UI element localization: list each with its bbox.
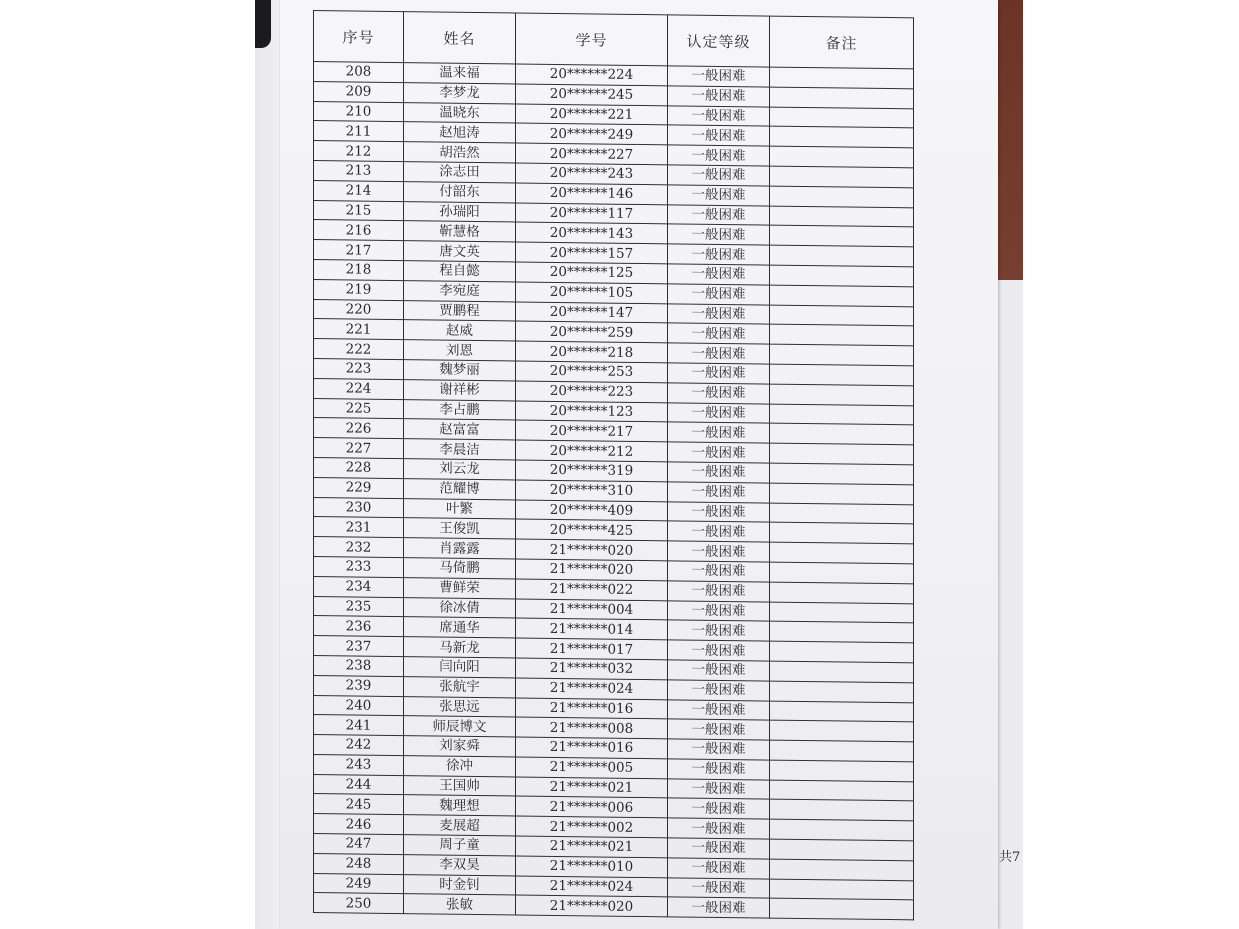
cell-student-id: 21******006 xyxy=(516,796,668,818)
cell-student-id: 20******212 xyxy=(516,440,668,462)
dark-object xyxy=(255,0,271,48)
cell-seq: 247 xyxy=(314,834,404,855)
cell-note xyxy=(770,701,914,723)
cell-level: 一般困难 xyxy=(668,165,770,186)
cell-student-id: 20******243 xyxy=(516,163,668,185)
cell-name: 贾鹏程 xyxy=(404,300,516,321)
cell-note xyxy=(770,582,914,604)
cell-student-id: 20******319 xyxy=(516,460,668,482)
cell-note xyxy=(770,839,914,861)
cell-name: 赵威 xyxy=(404,320,516,341)
cell-name: 温晓东 xyxy=(404,102,516,123)
cell-name: 李宛庭 xyxy=(404,280,516,301)
cell-level: 一般困难 xyxy=(668,323,770,344)
cell-level: 一般困难 xyxy=(668,185,770,206)
cell-level: 一般困难 xyxy=(668,422,770,443)
cell-level: 一般困难 xyxy=(668,204,770,225)
cell-name: 麦展超 xyxy=(404,815,516,836)
cell-student-id: 21******017 xyxy=(516,638,668,660)
cell-student-id: 21******016 xyxy=(516,697,668,719)
cell-seq: 220 xyxy=(314,299,404,320)
cell-level: 一般困难 xyxy=(668,363,770,384)
cell-name: 周子童 xyxy=(404,835,516,856)
cell-seq: 209 xyxy=(314,81,404,102)
cell-student-id: 20******125 xyxy=(516,262,668,284)
cell-level: 一般困难 xyxy=(668,521,770,542)
cell-seq: 246 xyxy=(314,814,404,835)
header-name: 姓名 xyxy=(404,12,516,64)
header-level: 认定等级 xyxy=(668,15,770,67)
cell-level: 一般困难 xyxy=(668,739,770,760)
cell-note xyxy=(770,503,914,525)
cell-level: 一般困难 xyxy=(668,284,770,305)
cell-student-id: 20******253 xyxy=(516,361,668,383)
cell-level: 一般困难 xyxy=(668,244,770,265)
page-count-fragment: 共7 xyxy=(999,850,1021,865)
cell-level: 一般困难 xyxy=(668,501,770,522)
roster-table xyxy=(313,10,914,921)
cell-name: 唐文英 xyxy=(404,241,516,262)
cell-note xyxy=(770,245,914,267)
cell-note xyxy=(770,562,914,584)
cell-note xyxy=(770,899,914,921)
cell-level: 一般困难 xyxy=(668,680,770,701)
cell-seq: 250 xyxy=(314,893,404,914)
cell-student-id: 21******010 xyxy=(516,856,668,878)
cell-student-id: 21******005 xyxy=(516,757,668,779)
cell-seq: 214 xyxy=(314,180,404,201)
cell-note xyxy=(770,621,914,643)
cell-note xyxy=(770,344,914,366)
cell-level: 一般困难 xyxy=(668,105,770,126)
cell-name: 胡浩然 xyxy=(404,142,516,163)
cell-level: 一般困难 xyxy=(668,878,770,899)
cell-name: 叶繁 xyxy=(404,498,516,519)
cell-name: 李梦龙 xyxy=(404,82,516,103)
cell-seq: 245 xyxy=(314,794,404,815)
cell-name: 赵旭涛 xyxy=(404,122,516,143)
cell-name: 温来福 xyxy=(404,63,516,84)
cell-note xyxy=(770,265,914,287)
cell-name: 刘家舜 xyxy=(404,736,516,757)
cell-name: 马倚鹏 xyxy=(404,558,516,579)
roster-body xyxy=(314,62,914,921)
cell-level: 一般困难 xyxy=(668,383,770,404)
cell-student-id: 21******032 xyxy=(516,658,668,680)
cell-student-id: 20******217 xyxy=(516,420,668,442)
cell-seq: 224 xyxy=(314,378,404,399)
cell-student-id: 21******021 xyxy=(516,836,668,858)
cell-level: 一般困难 xyxy=(668,86,770,107)
cell-note xyxy=(770,522,914,544)
cell-seq: 225 xyxy=(314,398,404,419)
cell-level: 一般困难 xyxy=(668,759,770,780)
cell-student-id: 20******157 xyxy=(516,242,668,264)
cell-level: 一般困难 xyxy=(668,660,770,681)
cell-note xyxy=(770,859,914,881)
cell-level: 一般困难 xyxy=(668,561,770,582)
cell-name: 李晨洁 xyxy=(404,439,516,460)
cell-student-id: 21******014 xyxy=(516,618,668,640)
cell-name: 张敏 xyxy=(404,894,516,915)
cell-name: 肖露露 xyxy=(404,538,516,559)
cell-name: 师辰博文 xyxy=(404,716,516,737)
cell-seq: 238 xyxy=(314,655,404,676)
cell-seq: 233 xyxy=(314,556,404,577)
cell-seq: 211 xyxy=(314,121,404,142)
cell-note xyxy=(770,800,914,822)
cell-student-id: 20******409 xyxy=(516,500,668,522)
cell-note xyxy=(770,879,914,901)
cell-name: 张思远 xyxy=(404,696,516,717)
cell-student-id: 21******016 xyxy=(516,737,668,759)
cell-note xyxy=(770,384,914,406)
cell-note xyxy=(770,107,914,129)
header-note: 备注 xyxy=(770,16,914,69)
cell-note xyxy=(770,305,914,327)
cell-name: 赵富富 xyxy=(404,419,516,440)
cell-seq: 249 xyxy=(314,873,404,894)
cell-seq: 223 xyxy=(314,358,404,379)
cell-note xyxy=(770,720,914,742)
cell-student-id: 20******259 xyxy=(516,321,668,343)
cell-name: 魏理想 xyxy=(404,795,516,816)
cell-note xyxy=(770,126,914,148)
cell-level: 一般困难 xyxy=(668,779,770,800)
cell-note xyxy=(770,166,914,188)
cell-student-id: 20******245 xyxy=(516,84,668,106)
cell-student-id: 20******249 xyxy=(516,123,668,145)
cell-level: 一般困难 xyxy=(668,482,770,503)
cell-note xyxy=(770,285,914,307)
cell-name: 席通华 xyxy=(404,617,516,638)
cell-seq: 213 xyxy=(314,160,404,181)
header-seq: 序号 xyxy=(314,11,404,63)
cell-note xyxy=(770,364,914,386)
cell-student-id: 21******020 xyxy=(516,559,668,581)
cell-student-id: 20******310 xyxy=(516,480,668,502)
cell-level: 一般困难 xyxy=(668,620,770,641)
roster-sheet xyxy=(313,10,931,925)
cell-level: 一般困难 xyxy=(668,581,770,602)
cell-seq: 236 xyxy=(314,616,404,637)
cell-note xyxy=(770,661,914,683)
cell-name: 刘恩 xyxy=(404,340,516,361)
cell-name: 谢祥彬 xyxy=(404,379,516,400)
cell-level: 一般困难 xyxy=(668,462,770,483)
cell-seq: 229 xyxy=(314,477,404,498)
cell-student-id: 20******147 xyxy=(516,302,668,324)
cell-seq: 222 xyxy=(314,339,404,360)
cell-student-id: 21******020 xyxy=(516,539,668,561)
cell-level: 一般困难 xyxy=(668,541,770,562)
cell-seq: 219 xyxy=(314,279,404,300)
cell-note xyxy=(770,87,914,109)
cell-note xyxy=(770,740,914,762)
cell-student-id: 20******146 xyxy=(516,183,668,205)
cell-level: 一般困难 xyxy=(668,66,770,87)
cell-student-id: 20******218 xyxy=(516,341,668,363)
cell-level: 一般困难 xyxy=(668,402,770,423)
cell-seq: 218 xyxy=(314,259,404,280)
cell-seq: 230 xyxy=(314,497,404,518)
cell-note xyxy=(770,819,914,841)
cell-note xyxy=(770,324,914,346)
cell-seq: 241 xyxy=(314,715,404,736)
cell-name: 范耀博 xyxy=(404,478,516,499)
cell-name: 王国帅 xyxy=(404,775,516,796)
cell-note xyxy=(770,602,914,624)
cell-note xyxy=(770,404,914,426)
cell-student-id: 20******105 xyxy=(516,282,668,304)
cell-note xyxy=(770,146,914,168)
cell-level: 一般困难 xyxy=(668,145,770,166)
cell-name: 涂志田 xyxy=(404,162,516,183)
cell-seq: 226 xyxy=(314,418,404,439)
cell-name: 曹鲜荣 xyxy=(404,577,516,598)
header-row xyxy=(314,11,914,69)
cell-seq: 244 xyxy=(314,774,404,795)
cell-seq: 235 xyxy=(314,596,404,617)
cell-name: 李双昊 xyxy=(404,854,516,875)
cell-level: 一般困难 xyxy=(668,719,770,740)
cell-name: 孙瑞阳 xyxy=(404,201,516,222)
cell-seq: 231 xyxy=(314,517,404,538)
cell-level: 一般困难 xyxy=(668,838,770,859)
cell-level: 一般困难 xyxy=(668,798,770,819)
cell-student-id: 21******004 xyxy=(516,598,668,620)
cell-student-id: 20******224 xyxy=(516,64,668,86)
cell-level: 一般困难 xyxy=(668,224,770,245)
cell-seq: 210 xyxy=(314,101,404,122)
cell-seq: 216 xyxy=(314,220,404,241)
cell-level: 一般困难 xyxy=(668,897,770,918)
cell-seq: 248 xyxy=(314,853,404,874)
cell-note xyxy=(770,206,914,228)
cell-note xyxy=(770,760,914,782)
cell-student-id: 21******024 xyxy=(516,876,668,898)
cell-note xyxy=(770,641,914,663)
cell-name: 徐冰倩 xyxy=(404,597,516,618)
cell-seq: 221 xyxy=(314,319,404,340)
cell-seq: 237 xyxy=(314,636,404,657)
cell-note xyxy=(770,681,914,703)
cell-seq: 212 xyxy=(314,141,404,162)
cell-note xyxy=(770,423,914,445)
header-student-id: 学号 xyxy=(516,13,668,66)
cell-student-id: 21******008 xyxy=(516,717,668,739)
cell-name: 张航宇 xyxy=(404,676,516,697)
cell-name: 魏梦丽 xyxy=(404,360,516,381)
cell-student-id: 21******022 xyxy=(516,579,668,601)
cell-note xyxy=(770,780,914,802)
cell-student-id: 20******123 xyxy=(516,401,668,423)
cell-name: 时金钊 xyxy=(404,874,516,895)
cell-name: 徐冲 xyxy=(404,755,516,776)
cell-student-id: 20******223 xyxy=(516,381,668,403)
cell-note xyxy=(770,443,914,465)
cell-name: 靳慧格 xyxy=(404,221,516,242)
cell-seq: 239 xyxy=(314,675,404,696)
cell-seq: 240 xyxy=(314,695,404,716)
cell-seq: 234 xyxy=(314,576,404,597)
cell-level: 一般困难 xyxy=(668,699,770,720)
cell-student-id: 21******024 xyxy=(516,678,668,700)
cell-seq: 242 xyxy=(314,735,404,756)
cell-seq: 227 xyxy=(314,438,404,459)
cell-level: 一般困难 xyxy=(668,264,770,285)
cell-note xyxy=(770,483,914,505)
cell-level: 一般困难 xyxy=(668,303,770,324)
cell-level: 一般困难 xyxy=(668,343,770,364)
cell-student-id: 20******117 xyxy=(516,203,668,225)
cell-student-id: 21******020 xyxy=(516,895,668,917)
cell-student-id: 20******425 xyxy=(516,519,668,541)
cell-student-id: 20******227 xyxy=(516,143,668,165)
cell-note xyxy=(770,67,914,89)
cell-student-id: 20******143 xyxy=(516,222,668,244)
cell-note xyxy=(770,186,914,208)
cell-level: 一般困难 xyxy=(668,125,770,146)
cell-name: 李占鹏 xyxy=(404,399,516,420)
cell-name: 闫向阳 xyxy=(404,657,516,678)
cell-seq: 228 xyxy=(314,457,404,478)
cell-level: 一般困难 xyxy=(668,818,770,839)
cell-note xyxy=(770,463,914,485)
cell-seq: 217 xyxy=(314,240,404,261)
cell-name: 马新龙 xyxy=(404,637,516,658)
cell-student-id: 21******021 xyxy=(516,777,668,799)
cell-seq: 232 xyxy=(314,537,404,558)
cell-name: 付韶东 xyxy=(404,181,516,202)
cell-level: 一般困难 xyxy=(668,442,770,463)
cell-name: 刘云龙 xyxy=(404,459,516,480)
cell-level: 一般困难 xyxy=(668,600,770,621)
cell-level: 一般困难 xyxy=(668,858,770,879)
cell-note xyxy=(770,225,914,247)
cell-student-id: 20******221 xyxy=(516,104,668,126)
cell-name: 程自懿 xyxy=(404,261,516,282)
cell-seq: 243 xyxy=(314,754,404,775)
cell-name: 王俊凯 xyxy=(404,518,516,539)
cell-seq: 215 xyxy=(314,200,404,221)
cell-seq: 208 xyxy=(314,62,404,83)
cell-note xyxy=(770,542,914,564)
cell-level: 一般困难 xyxy=(668,640,770,661)
cell-student-id: 21******002 xyxy=(516,816,668,838)
